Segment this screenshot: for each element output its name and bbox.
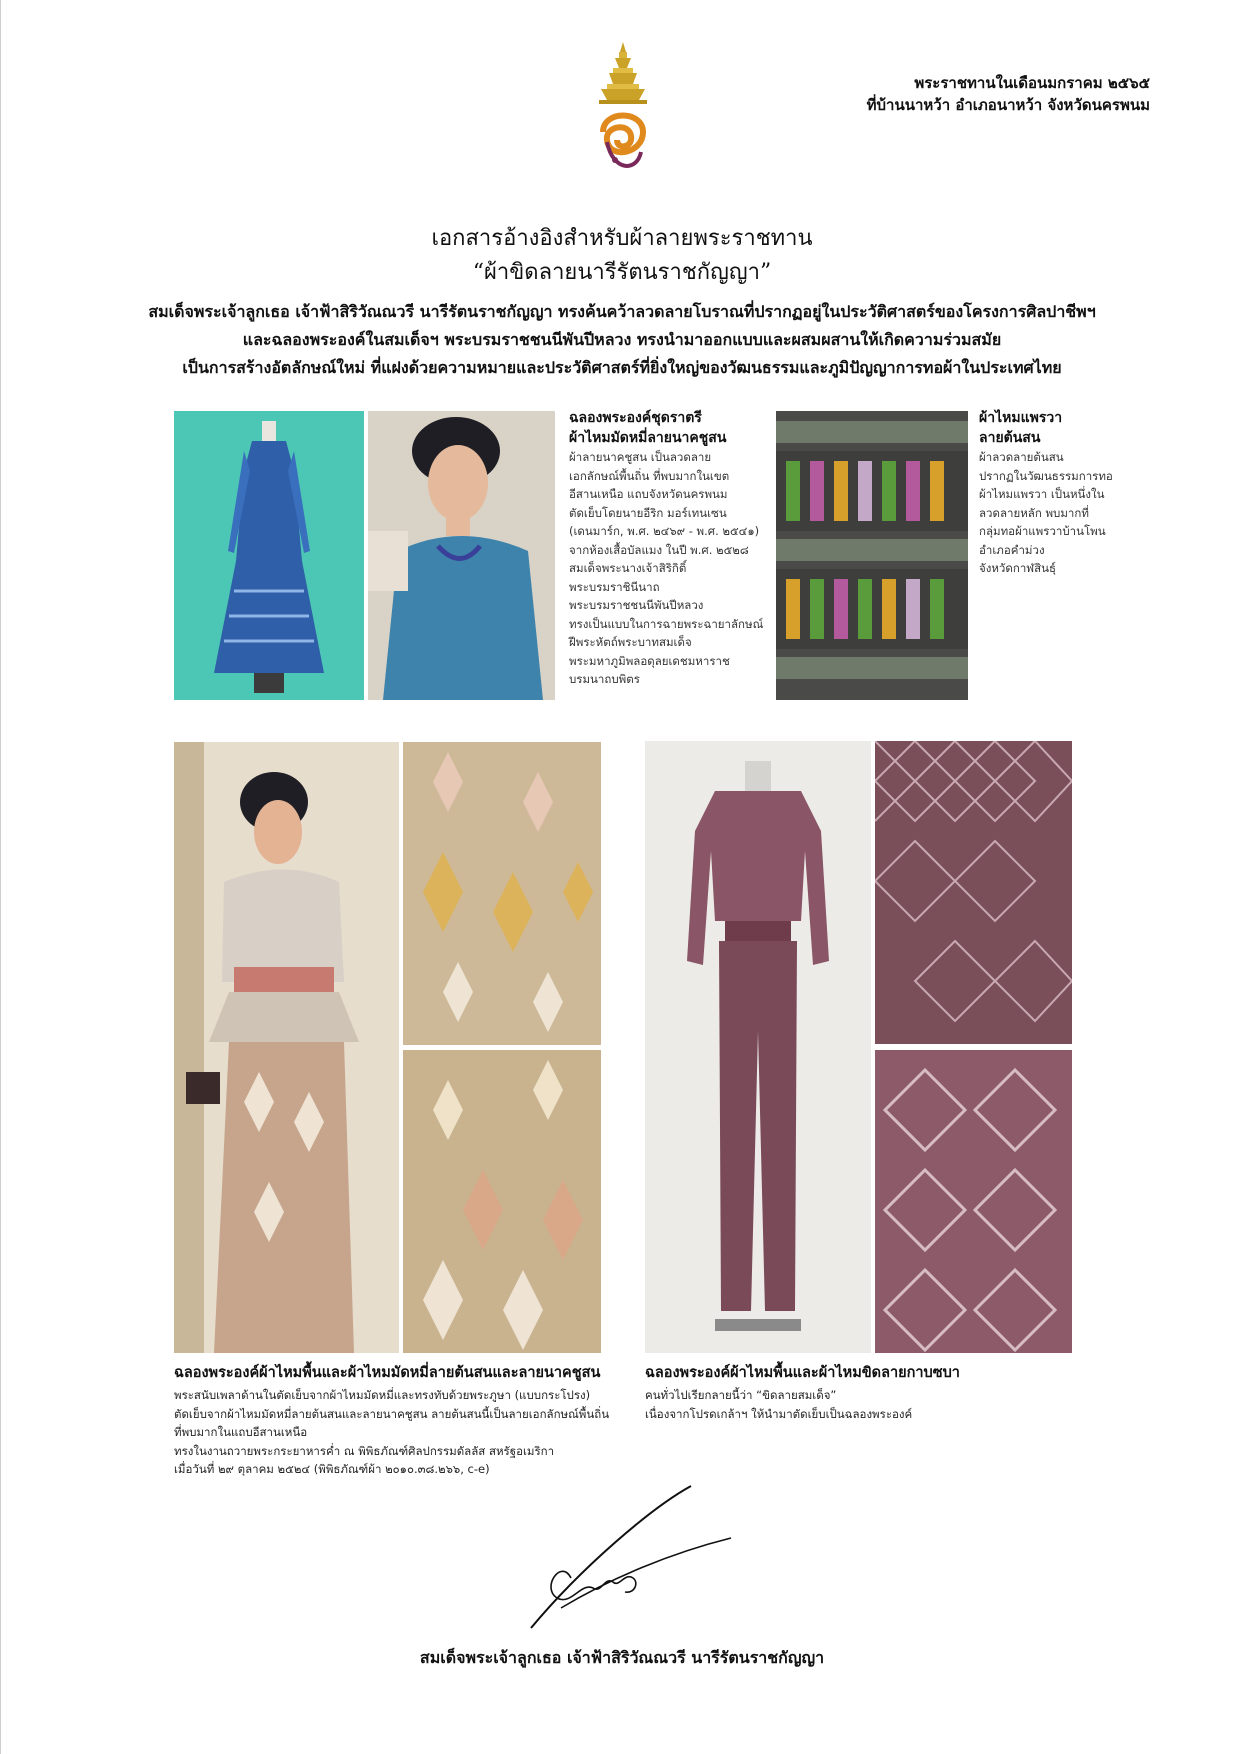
praewa-textile-photo <box>776 411 968 700</box>
caption-line: จังหวัดกาฬสินธุ์ <box>979 561 1057 575</box>
section1-caption <box>569 408 769 689</box>
tonson-fabric-photo <box>403 1050 601 1353</box>
caption-line: พระสนับเพลาด้านในตัดเย็บจากผ้าไหมมัดหมี่และทรงทับด้วยพระภูษา (แบบกระโปรง) <box>174 1388 591 1402</box>
intro-line: สมเด็จพระเจ้าลูกเธอ เจ้าฟ้าสิริวัณณวรี นารีรัตนราชกัญญา ทรงค้นคว้าลวดลายโบราณที่ปรากฏอยู่ในประวัติศาสตร์ของโครงการศิลปาชีพฯ <box>148 302 1096 321</box>
caption-line: บรมนาถบพิตร <box>569 672 640 686</box>
intro-paragraph <box>61 298 1183 382</box>
caption-line: ฝีพระหัตถ์พระบาทสมเด็จ <box>569 635 692 649</box>
caption-line: ปรากฏในวัฒนธรรมการทอ <box>979 468 1113 483</box>
issue-date: พระราชทานในเดือนมกราคม ๒๕๖๕ <box>914 74 1150 92</box>
caption-line: อำเภอคำม่วง <box>979 542 1045 557</box>
mauve-suit-photo <box>645 741 871 1353</box>
caption-line: คนทั่วไปเรียกลายนี้ว่า “ขิดลายสมเด็จ” <box>645 1388 837 1402</box>
caption-line: ตัดเย็บโดยนายอีริก มอร์เทนเซน <box>569 505 727 520</box>
section2-caption <box>979 408 1139 578</box>
caption-line: เนื่องจากโปรดเกล้าฯ ให้นำมาตัดเย็บเป็นฉลองพระองค์ <box>645 1406 913 1421</box>
section3-caption <box>174 1362 614 1479</box>
caption-line: ผ้าลวดลายต้นสน <box>979 450 1064 464</box>
section2-heading: ลายต้นสน <box>979 430 1041 446</box>
document-title: เอกสารอ้างอิงสำหรับผ้าลายพระราชทาน <box>431 226 813 251</box>
nakchuson-fabric-photo <box>403 742 601 1045</box>
intro-line: เป็นการสร้างอัตลักษณ์ใหม่ ที่แฝงด้วยความหมายและประวัติศาสตร์ที่ยิ่งใหญ่ของวัฒนธรรมและภูมิปัญญาการทอผ้าในประเทศไทย <box>182 358 1062 377</box>
caption-line: พระมหาภูมิพลอดุลยเดชมหาราช <box>569 653 730 668</box>
royal-emblem-icon <box>593 42 653 182</box>
caption-line: ทรงเป็นแบบในการฉายพระฉายาลักษณ์ <box>569 616 764 631</box>
section4-caption <box>645 1362 1085 1423</box>
section3-heading: ฉลองพระองค์ผ้าไหมพื้นและผ้าไหมมัดหมี่ลายต้นสนและลายนาคชูสน <box>174 1365 601 1381</box>
caption-line: ทรงในงานถวายพระกระยาหารค่ำ ณ พิพิธภัณฑ์ศิลปกรรมดัลลัส สหรัฐอเมริกา <box>174 1443 555 1458</box>
issue-info <box>867 72 1150 116</box>
signature-image <box>501 1478 741 1638</box>
caption-line: พระบรมราชินีนาถ <box>569 579 660 594</box>
caption-line: ผ้าลายนาคชูสน เป็นลวดลาย <box>569 450 712 464</box>
portrait-blue-dress-photo <box>368 411 555 700</box>
intro-line: และฉลองพระองค์ในสมเด็จฯ พระบรมราชชนนีพันปีหลวง ทรงนำมาออกแบบและผสมผสานให้เกิดความร่วมสมัย <box>242 330 1002 349</box>
khit-fabric-photo-2 <box>875 1050 1072 1353</box>
caption-line: สมเด็จพระนางเจ้าสิริกิติ์ <box>569 561 687 575</box>
caption-line: เมื่อวันที่ ๒๙ ตุลาคม ๒๕๒๔ (พิพิธภัณฑ์ผ้า ๒๐๑๐.๓๘.๒๖๖, c-e) <box>174 1462 490 1476</box>
caption-line: (เดนมาร์ก, พ.ศ. ๒๔๖๙ - พ.ศ. ๒๕๔๑) <box>569 524 760 538</box>
section2-heading: ผ้าไหมแพรวา <box>979 410 1063 426</box>
caption-line: จากห้องเสื้อบัลแมง ในปี พ.ศ. ๒๕๒๘ <box>569 542 749 557</box>
blue-gown-photo <box>174 411 364 700</box>
issue-place: ที่บ้านนาหว้า อำเภอนาหว้า จังหวัดนครพนม <box>866 96 1150 114</box>
caption-line: ลวดลายหลัก พบมากที่ <box>979 505 1089 520</box>
caption-line: ตัดเย็บจากผ้าไหมมัดหมี่ลายต้นสนและลายนาคชูสน ลายต้นสนนี้เป็นลายเอกลักษณ์พื้นถิ่น <box>174 1406 610 1421</box>
caption-line: กลุ่มทอผ้าแพรวาบ้านโพน <box>979 524 1106 538</box>
caption-line: พระบรมราชชนนีพันปีหลวง <box>569 598 704 612</box>
section4-heading: ฉลองพระองค์ผ้าไหมพื้นและผ้าไหมขิดลายกาบซบา <box>645 1365 960 1381</box>
signatory-name: สมเด็จพระเจ้าลูกเธอ เจ้าฟ้าสิริวัณณวรี นารีรัตนราชกัญญา <box>419 1648 825 1667</box>
section1-heading: ฉลองพระองค์ชุดราตรี <box>569 410 702 426</box>
caption-line: ที่พบมากในแถบอีสานเหนือ <box>174 1425 308 1439</box>
caption-line: เอกลักษณ์พื้นถิ่น ที่พบมากในเขต <box>569 468 730 483</box>
caption-line: อีสานเหนือ แถบจังหวัดนครพนม <box>569 487 728 501</box>
silk-outfit-portrait-photo <box>174 742 399 1353</box>
caption-line: ผ้าไหมแพรวา เป็นหนึ่งใน <box>979 487 1105 501</box>
khit-fabric-photo-1 <box>875 741 1072 1044</box>
section1-heading: ผ้าไหมมัดหมี่ลายนาคชูสน <box>569 430 727 446</box>
document-subtitle: “ผ้าขิดลายนารีรัตนราชกัญญา” <box>472 260 772 285</box>
